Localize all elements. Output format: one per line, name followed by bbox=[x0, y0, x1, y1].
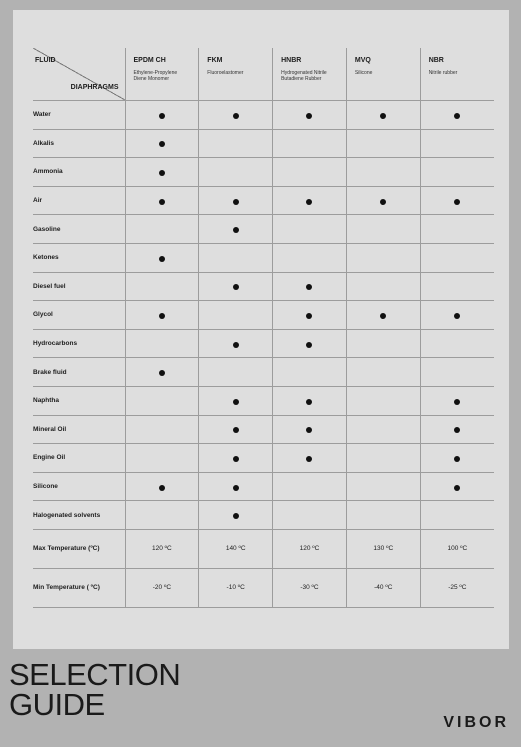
compatibility-cell bbox=[125, 129, 199, 158]
table-row bbox=[33, 186, 494, 215]
compatibility-cell bbox=[199, 101, 273, 130]
max-temperature-row bbox=[33, 529, 494, 568]
compatibility-cell bbox=[273, 415, 347, 444]
compatibility-cell bbox=[125, 158, 199, 187]
compatibility-cell bbox=[273, 158, 347, 187]
compatibility-cell bbox=[420, 501, 494, 530]
compatible-dot-icon bbox=[159, 485, 165, 491]
compatible-dot-icon bbox=[454, 427, 460, 433]
material-header-epdm bbox=[125, 48, 199, 101]
compatibility-cell bbox=[420, 415, 494, 444]
compatibility-cell bbox=[125, 301, 199, 330]
page-title bbox=[9, 657, 181, 722]
compatibility-cell bbox=[125, 101, 199, 130]
compatibility-cell bbox=[125, 272, 199, 301]
compatibility-cell bbox=[346, 272, 420, 301]
table-row bbox=[33, 243, 494, 272]
compatibility-cell bbox=[420, 386, 494, 415]
temperature-value: 120 ºC bbox=[273, 529, 347, 568]
fluid-name: Ammonia bbox=[33, 158, 125, 187]
table-row bbox=[33, 272, 494, 301]
table-header-row bbox=[33, 48, 494, 101]
title-line: SELECTION bbox=[9, 657, 181, 692]
compatible-dot-icon bbox=[233, 199, 239, 205]
compatibility-cell bbox=[273, 501, 347, 530]
compatible-dot-icon bbox=[233, 513, 239, 519]
selection-guide-sheet bbox=[13, 10, 509, 649]
compatible-dot-icon bbox=[233, 399, 239, 405]
compatibility-cell bbox=[346, 215, 420, 244]
compatibility-cell bbox=[199, 129, 273, 158]
compatibility-cell bbox=[420, 301, 494, 330]
compatibility-cell bbox=[420, 472, 494, 501]
compatible-dot-icon bbox=[380, 113, 386, 119]
compatibility-cell bbox=[346, 444, 420, 473]
compatibility-cell bbox=[420, 272, 494, 301]
brand-logo: VIBOR bbox=[443, 714, 509, 731]
table-row bbox=[33, 101, 494, 130]
compatibility-cell bbox=[346, 186, 420, 215]
compatible-dot-icon bbox=[233, 227, 239, 233]
material-name: Ethylene-Propylene Diene Monomer bbox=[133, 70, 178, 82]
temperature-value: -30 ºC bbox=[273, 568, 347, 607]
compatible-dot-icon bbox=[306, 456, 312, 462]
material-code: NBR bbox=[428, 57, 444, 64]
material-header-fkm bbox=[199, 48, 273, 101]
compatible-dot-icon bbox=[159, 256, 165, 262]
compatibility-cell bbox=[346, 415, 420, 444]
compatibility-cell bbox=[420, 215, 494, 244]
compatibility-cell bbox=[346, 101, 420, 130]
compatibility-cell bbox=[346, 358, 420, 387]
compatibility-cell bbox=[125, 329, 199, 358]
table-row bbox=[33, 301, 494, 330]
material-name: Nitrile rubber bbox=[428, 70, 458, 76]
compatibility-cell bbox=[420, 186, 494, 215]
compatible-dot-icon bbox=[454, 456, 460, 462]
compatibility-cell bbox=[125, 501, 199, 530]
material-code: MVQ bbox=[354, 57, 371, 64]
compatibility-cell bbox=[420, 243, 494, 272]
table-row bbox=[33, 444, 494, 473]
header-corner-cell bbox=[33, 48, 125, 101]
compatible-dot-icon bbox=[306, 313, 312, 319]
compatible-dot-icon bbox=[380, 313, 386, 319]
compatible-dot-icon bbox=[454, 113, 460, 119]
compatibility-cell bbox=[273, 386, 347, 415]
compatibility-cell bbox=[125, 215, 199, 244]
temperature-value: -10 ºC bbox=[199, 568, 273, 607]
compatibility-cell bbox=[420, 329, 494, 358]
compatibility-cell bbox=[199, 215, 273, 244]
temperature-value: 120 ºC bbox=[125, 529, 199, 568]
compatibility-cell bbox=[273, 101, 347, 130]
compatible-dot-icon bbox=[306, 113, 312, 119]
material-code: HNBR bbox=[281, 57, 302, 64]
fluid-name: Air bbox=[33, 186, 125, 215]
table-row bbox=[33, 501, 494, 530]
fluid-name: Brake fluid bbox=[33, 358, 125, 387]
material-name: Fluoroelastomer bbox=[207, 70, 244, 76]
compatibility-cell bbox=[346, 501, 420, 530]
fluid-name: Ketones bbox=[33, 243, 125, 272]
compatibility-cell bbox=[273, 215, 347, 244]
min-temperature-label: Min Temperature ( ºC) bbox=[33, 568, 125, 607]
compatibility-cell bbox=[199, 243, 273, 272]
compatibility-cell bbox=[199, 472, 273, 501]
material-header-mvq bbox=[346, 48, 420, 101]
compatible-dot-icon bbox=[159, 199, 165, 205]
compatible-dot-icon bbox=[454, 399, 460, 405]
compatibility-cell bbox=[199, 272, 273, 301]
compatibility-cell bbox=[125, 186, 199, 215]
material-header-hnbr bbox=[273, 48, 347, 101]
compatibility-cell bbox=[420, 129, 494, 158]
compatible-dot-icon bbox=[159, 370, 165, 376]
temperature-value: -25 ºC bbox=[420, 568, 494, 607]
compatibility-cell bbox=[273, 272, 347, 301]
compatibility-cell bbox=[346, 472, 420, 501]
compatibility-cell bbox=[199, 301, 273, 330]
compatibility-cell bbox=[273, 301, 347, 330]
table-row bbox=[33, 386, 494, 415]
compatibility-cell bbox=[273, 243, 347, 272]
compatibility-cell bbox=[273, 358, 347, 387]
compatibility-cell bbox=[273, 472, 347, 501]
compatible-dot-icon bbox=[306, 399, 312, 405]
table-row bbox=[33, 329, 494, 358]
compatible-dot-icon bbox=[454, 199, 460, 205]
compatibility-cell bbox=[199, 158, 273, 187]
compatible-dot-icon bbox=[159, 170, 165, 176]
compatibility-cell bbox=[125, 243, 199, 272]
diaphragms-label: DIAPHRAGMS bbox=[70, 84, 119, 91]
table-row bbox=[33, 358, 494, 387]
compatibility-cell bbox=[125, 472, 199, 501]
max-temperature-label: Max Temperature (ºC) bbox=[33, 529, 125, 568]
fluid-name: Engine Oil bbox=[33, 444, 125, 473]
fluid-name: Halogenated solvents bbox=[33, 501, 125, 530]
compatibility-cell bbox=[420, 358, 494, 387]
compatibility-cell bbox=[420, 101, 494, 130]
compatible-dot-icon bbox=[233, 485, 239, 491]
compatibility-cell bbox=[346, 386, 420, 415]
fluid-column-label: FLUID bbox=[35, 57, 56, 64]
fluid-name: Glycol bbox=[33, 301, 125, 330]
compatibility-cell bbox=[125, 444, 199, 473]
compatible-dot-icon bbox=[233, 456, 239, 462]
compatibility-cell bbox=[199, 186, 273, 215]
compatibility-cell bbox=[346, 158, 420, 187]
compatibility-cell bbox=[346, 243, 420, 272]
material-code: FKM bbox=[207, 57, 223, 64]
compatibility-cell bbox=[199, 329, 273, 358]
fluid-name: Silicone bbox=[33, 472, 125, 501]
material-name: Hydrogenated Nitrile Butadiene Rubber bbox=[281, 70, 327, 82]
compatible-dot-icon bbox=[233, 284, 239, 290]
fluid-name: Gasoline bbox=[33, 215, 125, 244]
material-header-nbr bbox=[420, 48, 494, 101]
fluid-name: Water bbox=[33, 101, 125, 130]
compatible-dot-icon bbox=[159, 141, 165, 147]
fluid-name: Mineral Oil bbox=[33, 415, 125, 444]
compatibility-cell bbox=[199, 444, 273, 473]
table-body bbox=[33, 101, 494, 608]
compatible-dot-icon bbox=[380, 199, 386, 205]
compatible-dot-icon bbox=[233, 342, 239, 348]
fluid-name: Naphtha bbox=[33, 386, 125, 415]
compatibility-cell bbox=[420, 444, 494, 473]
compatibility-cell bbox=[273, 444, 347, 473]
compatible-dot-icon bbox=[454, 313, 460, 319]
fluid-name: Alkalis bbox=[33, 129, 125, 158]
compatibility-cell bbox=[420, 158, 494, 187]
temperature-value: -20 ºC bbox=[125, 568, 199, 607]
temperature-value: 130 ºC bbox=[346, 529, 420, 568]
compatibility-cell bbox=[199, 358, 273, 387]
table-row bbox=[33, 415, 494, 444]
compatibility-cell bbox=[199, 501, 273, 530]
compatible-dot-icon bbox=[306, 427, 312, 433]
compatible-dot-icon bbox=[306, 199, 312, 205]
compatibility-cell bbox=[199, 386, 273, 415]
fluid-name: Diesel fuel bbox=[33, 272, 125, 301]
compatibility-cell bbox=[125, 386, 199, 415]
compatibility-cell bbox=[125, 415, 199, 444]
compatible-dot-icon bbox=[233, 427, 239, 433]
compatibility-cell bbox=[273, 186, 347, 215]
compatible-dot-icon bbox=[306, 342, 312, 348]
compatibility-cell bbox=[346, 129, 420, 158]
temperature-value: 140 ºC bbox=[199, 529, 273, 568]
temperature-value: 100 ºC bbox=[420, 529, 494, 568]
material-name: Silicone bbox=[354, 70, 373, 76]
compatible-dot-icon bbox=[306, 284, 312, 290]
fluid-name: Hydrocarbons bbox=[33, 329, 125, 358]
table-row bbox=[33, 129, 494, 158]
min-temperature-row bbox=[33, 568, 494, 607]
compatibility-table bbox=[33, 48, 494, 608]
compatible-dot-icon bbox=[159, 113, 165, 119]
table-row bbox=[33, 472, 494, 501]
compatibility-cell bbox=[125, 358, 199, 387]
compatibility-cell bbox=[346, 329, 420, 358]
compatibility-cell bbox=[273, 329, 347, 358]
compatibility-cell bbox=[273, 129, 347, 158]
compatibility-cell bbox=[346, 301, 420, 330]
table-row bbox=[33, 215, 494, 244]
compatible-dot-icon bbox=[233, 113, 239, 119]
title-line: GUIDE bbox=[9, 687, 105, 722]
table-row bbox=[33, 158, 494, 187]
material-code: EPDM CH bbox=[133, 57, 166, 64]
compatible-dot-icon bbox=[454, 485, 460, 491]
compatible-dot-icon bbox=[159, 313, 165, 319]
compatibility-cell bbox=[199, 415, 273, 444]
temperature-value: -40 ºC bbox=[346, 568, 420, 607]
